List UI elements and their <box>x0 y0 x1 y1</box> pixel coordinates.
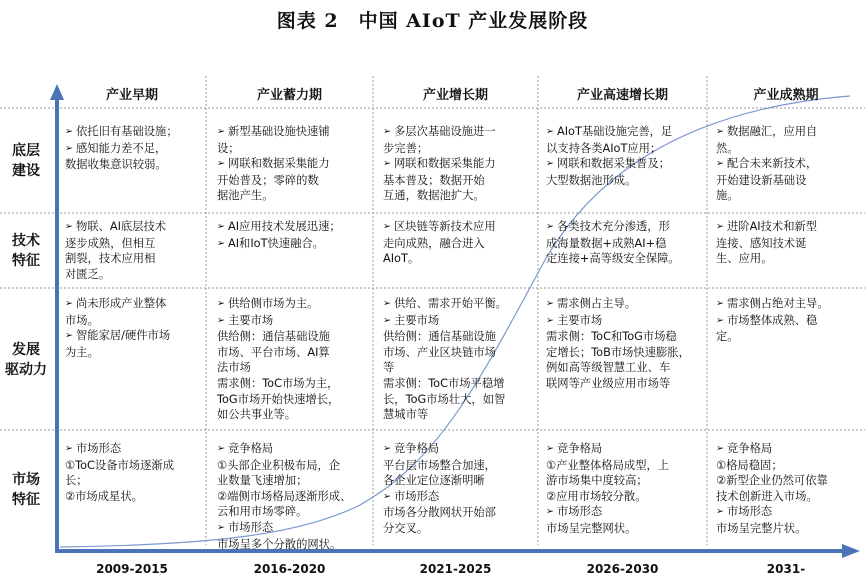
stage-cell <box>546 441 669 537</box>
stage-cell <box>217 124 330 204</box>
text-line: 互通，数据池扩大。 <box>383 189 485 203</box>
bullet-line: ➢ 网联和数据采集能力 <box>383 156 496 173</box>
text-line: ToG市场开始快速增长， <box>217 392 340 406</box>
text-line: ①ToC设备市场逐渐成 <box>65 458 174 472</box>
row-label-line: 驱动力 <box>5 362 47 378</box>
stage-cell <box>65 219 166 282</box>
text-line: 割裂，技术应用相 <box>65 252 156 266</box>
bullet-line: ➢ 各类技术充分渗透，形 <box>546 219 680 236</box>
text-line: 分交叉。 <box>383 521 429 535</box>
row-label-line: 底层 <box>12 143 40 159</box>
text-line: 走向成熟，融合进入 <box>383 236 485 250</box>
figure-title: 图表 2 中国 AIoT 产业发展阶段 <box>276 10 589 32</box>
text-line: 各企业定位逐渐明晰 <box>383 474 485 488</box>
bullet-line: ➢ 竞争格局 <box>217 441 351 458</box>
text-line: 等 <box>383 361 395 375</box>
text-line: 定连接+高等级安全保障。 <box>546 252 680 266</box>
text-line: ②应用市场较分散。 <box>546 489 647 503</box>
text-line: 联网等产业级应用市场等 <box>546 376 671 390</box>
text-line: 基本普及；数据开始 <box>383 173 485 187</box>
stage-cell <box>546 219 680 267</box>
text-line: 开始普及；零碎的数 <box>217 173 319 187</box>
stage-header-early: 产业早期 <box>105 88 158 103</box>
text-line: 设； <box>217 141 240 155</box>
bullet-line: ➢ 网联和数据采集能力 <box>217 156 330 173</box>
text-line: 业数量飞速增加； <box>217 474 308 488</box>
stage-cell <box>65 296 170 360</box>
text-line: 法市场 <box>217 361 251 375</box>
text-line: 技术创新进入市场。 <box>716 489 818 503</box>
row-label-technology <box>0 231 52 271</box>
stage-header-rapid-growth: 产业高速增长期 <box>576 88 668 103</box>
year-label: 2026-2030 <box>586 562 659 576</box>
bullet-line: ➢ AIoT基础设施完善，足 <box>546 124 672 141</box>
bullet-line: ➢ 新型基础设施快速铺 <box>217 124 330 141</box>
bullet-line: ➢ 网联和数据采集普及； <box>546 156 672 173</box>
stage-cell <box>65 441 174 504</box>
row-label-line: 市场 <box>12 472 40 488</box>
text-line: ①头部企业积极布局，企 <box>217 458 341 472</box>
text-line: ②新型企业仍然可依靠 <box>716 474 828 488</box>
text-line: 供给侧：通信基础设施 <box>383 330 496 344</box>
text-line: 供给侧：通信基础设施 <box>217 330 330 344</box>
text-line: 平台层市场整合加速， <box>383 458 496 472</box>
stage-cell <box>217 441 351 552</box>
stage-cell <box>716 124 817 204</box>
text-line: 对匮乏。 <box>65 267 111 281</box>
text-line: 成海量数据+成熟AI+稳 <box>546 236 667 250</box>
text-line: 需求侧：ToC市场平稳增 <box>383 376 505 390</box>
bullet-line: ➢ 市场形态 <box>716 504 828 521</box>
stage-cell <box>383 219 496 267</box>
bullet-line: ➢ 数据融汇，应用自 <box>716 124 817 141</box>
bullet-line: ➢ 供给、需求开始平衡。 <box>383 296 507 313</box>
bullet-line: ➢ 智能家居/硬件市场 <box>65 328 170 345</box>
text-line: 开始建设新基础设 <box>716 173 807 187</box>
text-line: 据池产生。 <box>217 189 274 203</box>
stage-cell <box>716 441 828 537</box>
stage-cell <box>217 219 341 252</box>
bullet-line: ➢ 主要市场 <box>546 313 690 330</box>
text-line: 长，ToG市场壮大，如智 <box>383 392 506 406</box>
stage-cell <box>65 124 178 173</box>
text-line: 定增长；ToB市场快速膨胀， <box>546 345 690 359</box>
stage-header-buildup: 产业蓄力期 <box>256 88 322 103</box>
text-line: 云和用市场零碎。 <box>217 505 308 519</box>
text-line: 大型数据池形成。 <box>546 173 637 187</box>
stage-cell <box>546 296 690 392</box>
text-line: 生、应用。 <box>716 252 773 266</box>
row-label-line: 特征 <box>12 253 40 269</box>
bullet-line: ➢ 感知能力差不足， <box>65 141 178 158</box>
row-label-line: 建设 <box>12 163 40 179</box>
text-line: 以支持各类AIoT应用； <box>546 141 662 155</box>
bullet-line: ➢ AI应用技术发展迅速； <box>217 219 341 236</box>
text-line: 逐步成熟，但相互 <box>65 236 156 250</box>
year-label: 2016-2020 <box>253 562 326 576</box>
text-line: 施。 <box>716 189 739 203</box>
row-label-line: 发展 <box>12 342 40 358</box>
text-line: 市场呈完整网状。 <box>546 521 637 535</box>
text-line: 游市场集中度较高； <box>546 474 648 488</box>
bullet-line: ➢ 市场形态 <box>546 504 669 521</box>
stage-cell <box>383 296 507 423</box>
bullet-line: ➢ 多层次基础设施进一 <box>383 124 496 141</box>
bullet-line: ➢ 竞争格局 <box>716 441 828 458</box>
row-label-infrastructure <box>0 141 52 181</box>
text-line: 例如高等级智慧工业、车 <box>546 361 671 375</box>
text-line: 步完善； <box>383 141 429 155</box>
stage-cell <box>383 441 496 537</box>
text-line: 定。 <box>716 330 739 344</box>
stage-cell <box>716 296 829 345</box>
text-line: ②市场成星状。 <box>65 489 143 503</box>
bullet-line: ➢ 物联、AI底层技术 <box>65 219 166 236</box>
row-label-market <box>0 470 52 510</box>
bullet-line: ➢ 市场形态 <box>217 520 351 537</box>
bullet-line: ➢ 市场形态 <box>65 441 174 458</box>
bullet-line: ➢ 主要市场 <box>383 313 507 330</box>
bullet-line: ➢ 进阶AI技术和新型 <box>716 219 817 236</box>
bullet-line: ➢ 市场形态 <box>383 489 496 506</box>
text-line: 市场。 <box>65 313 99 327</box>
text-line: 市场呈完整片状。 <box>716 521 807 535</box>
text-line: 然。 <box>716 141 739 155</box>
stage-cell <box>546 124 672 188</box>
year-label: 2021-2025 <box>419 562 492 576</box>
text-line: 市场、平台市场、AI算 <box>217 345 330 359</box>
text-line: ①格局稳固； <box>716 458 783 472</box>
bullet-line: ➢ 配合未来新技术， <box>716 156 817 173</box>
text-line: 市场各分散网状开始部 <box>383 506 496 520</box>
bullet-line: ➢ AI和IoT快速融合。 <box>217 236 341 253</box>
text-line: 如公共事业等。 <box>217 408 297 422</box>
text-line: 需求侧：ToC市场为主， <box>217 376 339 390</box>
bullet-line: ➢ 区块链等新技术应用 <box>383 219 496 236</box>
stage-header-growth: 产业增长期 <box>422 88 488 103</box>
text-line: 数据收集意识较弱。 <box>65 158 167 172</box>
bullet-line: ➢ 需求侧占主导。 <box>546 296 690 313</box>
text-line: 慧城市等 <box>383 408 429 422</box>
bullet-line: ➢ 主要市场 <box>217 313 339 330</box>
text-line: 为主。 <box>65 345 99 359</box>
bullet-line: ➢ 依托旧有基础设施； <box>65 124 178 141</box>
text-line: 连接、感知技术诞 <box>716 236 807 250</box>
row-label-line: 技术 <box>12 233 40 249</box>
text-line: 市场呈多个分散的网状。 <box>217 537 342 551</box>
bullet-line: ➢ 竞争格局 <box>383 441 496 458</box>
bullet-line: ➢ 竞争格局 <box>546 441 669 458</box>
stage-header-mature: 产业成熟期 <box>753 88 819 103</box>
stage-cell <box>716 219 817 267</box>
x-axis-arrow <box>842 544 860 558</box>
bullet-line: ➢ 需求侧占绝对主导。 <box>716 296 829 313</box>
bullet-line: ➢ 供给侧市场为主。 <box>217 296 339 313</box>
text-line: ①产业整体格局成型，上 <box>546 458 670 472</box>
text-line: 需求侧：ToC和ToG市场稳 <box>546 330 677 344</box>
stage-cell <box>383 124 496 204</box>
text-line: AIoT。 <box>383 252 420 266</box>
bullet-line: ➢ 市场整体成熟、稳 <box>716 313 829 330</box>
bullet-line: ➢ 尚未形成产业整体 <box>65 296 170 313</box>
year-label: 2031- <box>766 562 806 576</box>
year-label: 2009-2015 <box>96 562 168 576</box>
row-label-line: 特征 <box>12 492 40 508</box>
text-line: 市场、产业区块链市场 <box>383 345 496 359</box>
text-line: ②端侧市场格局逐渐形成、 <box>217 489 352 503</box>
stage-cell <box>217 296 339 423</box>
row-label-drivers <box>0 340 52 380</box>
text-line: 长； <box>65 474 88 488</box>
